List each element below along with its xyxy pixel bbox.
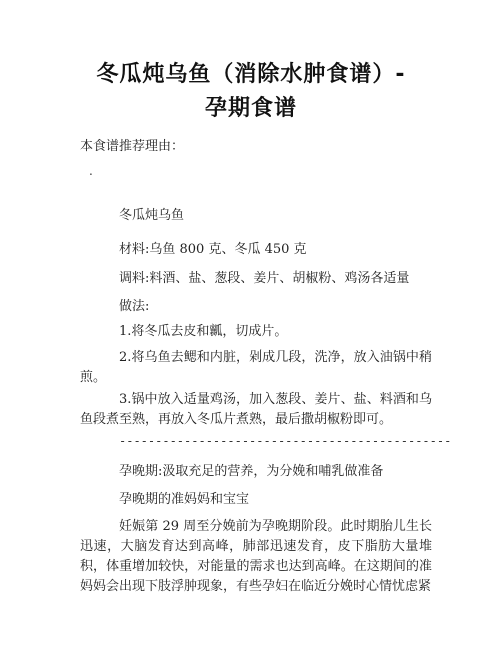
method-label: 做法: <box>119 299 150 314</box>
step-2: 2.将乌鱼去鳃和内脏，剁成几段，洗净，放入油锅中稍煎。 <box>80 350 432 385</box>
document-title <box>60 58 442 126</box>
title-line-2: 孕期食谱 <box>204 96 297 121</box>
reason-label: 本食谱推荐理由： <box>80 139 185 154</box>
section-divider: ---------------------------------------------- <box>119 434 452 448</box>
late-pregnancy-body: 妊娠第 29 周至分娩前为孕晚期阶段。此时期胎儿生长迅速，大脑发育达到高峰，肺部迅速发育，皮下脂肪大量堆积，体重增加较快，对能量的需求也达到高峰。在这期间的准妈妈会出现下肢浮肿现象，有些孕妇在临近分娩时心情忧虑紧 <box>80 519 432 594</box>
late-pregnancy-subheading: 孕晚期的准妈妈和宝宝 <box>119 492 250 507</box>
dot-mark: . <box>89 164 93 178</box>
title-line-1: 冬瓜炖乌鱼（消除水肿食谱）- <box>96 62 406 87</box>
ingredients-line: 材料:乌鱼 800 克、冬瓜 450 克 <box>119 242 307 257</box>
step-3: 3.锅中放入适量鸡汤，加入葱段、姜片、盐、料酒和乌鱼段煮至熟，再放入冬瓜片煮熟，最后撒胡椒粉即可。 <box>80 392 432 427</box>
seasonings-line: 调料:料酒、盐、葱段、姜片、胡椒粉、鸡汤各适量 <box>119 271 410 286</box>
recipe-name: 冬瓜炖乌鱼 <box>119 208 185 223</box>
step-1: 1.将冬瓜去皮和瓤，切成片。 <box>119 324 288 339</box>
late-pregnancy-heading: 孕晚期:汲取充足的营养，为分娩和哺乳做准备 <box>119 464 384 479</box>
